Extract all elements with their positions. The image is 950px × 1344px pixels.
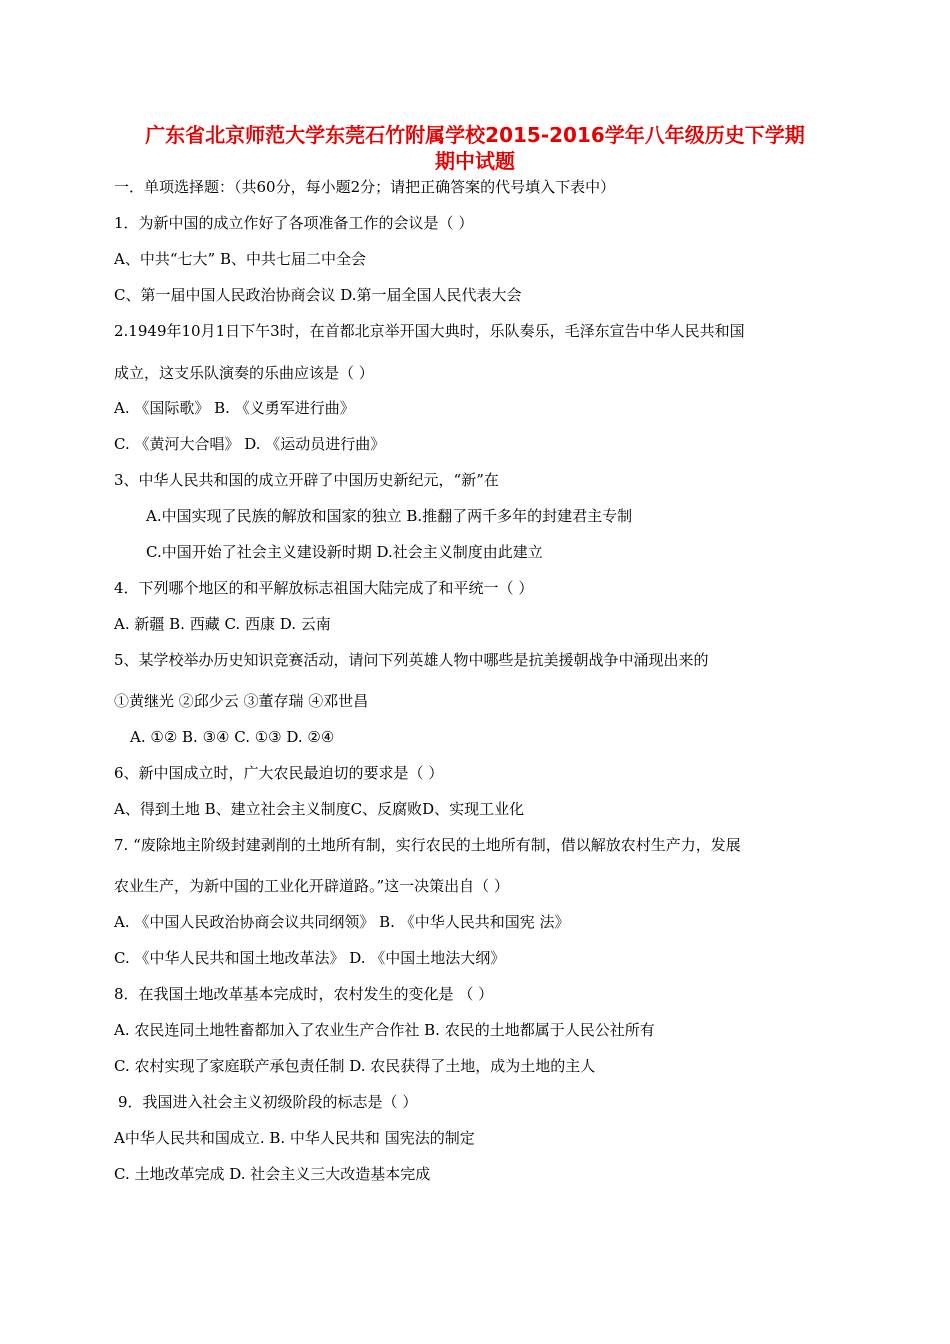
- question-6: 6、新中国成立时，广大农民最迫切的要求是（ ）: [114, 764, 444, 782]
- document-title-line-1: 广东省北京师范大学东莞石竹附属学校2015-2016学年八年级历史下学期: [145, 123, 805, 147]
- question-7: 7. “废除地主阶级封建剥削的土地所有制，实行农民的土地所有制，借以解放农村生产力，发展: [114, 836, 741, 854]
- question-2: 2.1949年10月1日下午3时，在首都北京举开国大典时，乐队奏乐，毛泽东宣告中华人民共和国: [114, 322, 745, 340]
- question-3-options-ab: A.中国实现了民族的解放和国家的独立 B.推翻了两千多年的封建君主专制: [146, 507, 633, 525]
- question-6-options: A、得到土地 B、建立社会主义制度C、反腐败D、实现工业化: [114, 800, 525, 818]
- question-5-options: A. ①② B. ③④ C. ①③ D. ②④: [130, 728, 335, 746]
- question-7-options-ab: A. 《中国人民政治协商会议共同纲领》 B. 《中华人民共和国宪 法》: [114, 913, 570, 931]
- question-7-cont: 农业生产，为新中国的工业化开辟道路。”这一决策出自（ ）: [114, 877, 509, 895]
- question-2-options-cd: C. 《黄河大合唱》 D. 《运动员进行曲》: [114, 435, 386, 453]
- question-5-items: ①黄继光 ②邱少云 ③董存瑞 ④邓世昌: [114, 692, 369, 710]
- question-2-cont: 成立，这支乐队演奏的乐曲应该是（ ）: [114, 364, 374, 382]
- question-8-options-cd: C. 农村实现了家庭联产承包责任制 D. 农民获得了土地，成为土地的主人: [114, 1057, 596, 1075]
- question-4: 4．下列哪个地区的和平解放标志祖国大陆完成了和平统一（ ）: [114, 579, 534, 597]
- question-8-options-ab: A. 农民连同土地牲畜都加入了农业生产合作社 B. 农民的土地都属于人民公社所有: [114, 1021, 655, 1039]
- question-3-options-cd: C.中国开始了社会主义建设新时期 D.社会主义制度由此建立: [146, 543, 543, 561]
- section-heading: 一．单项选择题：（共60分，每小题2分；请把正确答案的代号填入下表中）: [114, 178, 616, 196]
- question-9-options-ab: A中华人民共和国成立. B. 中华人民共和 国宪法的制定: [114, 1129, 475, 1147]
- question-9: 9．我国进入社会主义初级阶段的标志是（ ）: [118, 1093, 418, 1111]
- document-title-line-2: 期中试题: [435, 149, 515, 173]
- question-5: 5、某学校举办历史知识竞赛活动，请问下列英雄人物中哪些是抗美援朝战争中涌现出来的: [114, 651, 709, 669]
- question-1-options-ab: A、中共“七大” B、中共七届二中全会: [114, 250, 366, 268]
- question-9-options-cd: C. 土地改革完成 D. 社会主义三大改造基本完成: [114, 1165, 431, 1183]
- question-1-options-cd: C、第一届中国人民政治协商会议 D.第一届全国人民代表大会: [114, 286, 522, 304]
- question-2-options-ab: A. 《国际歌》 B. 《义勇军进行曲》: [114, 399, 355, 417]
- question-4-options: A. 新疆 B. 西藏 C. 西康 D. 云南: [114, 615, 331, 633]
- question-8: 8．在我国土地改革基本完成时，农村发生的变化是 （ ）: [114, 985, 494, 1003]
- question-7-options-cd: C. 《中华人民共和国土地改革法》 D. 《中国土地法大纲》: [114, 949, 506, 967]
- question-3: 3、中华人民共和国的成立开辟了中国历史新纪元，“新”在: [114, 471, 499, 489]
- question-1: 1．为新中国的成立作好了各项准备工作的会议是（ ）: [114, 214, 474, 232]
